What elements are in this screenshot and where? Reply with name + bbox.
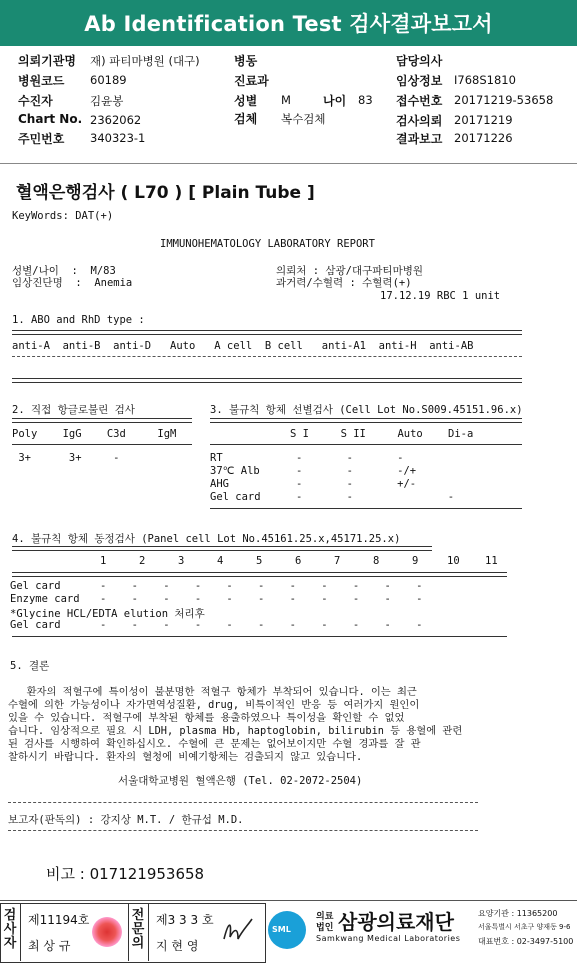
specialist-signature-icon	[218, 913, 258, 949]
dat-columns: Poly IgG C3d IgM	[12, 428, 177, 440]
panel-col: 10	[447, 555, 460, 567]
abo-columns: anti-A anti-B anti-D Auto A cell B cell anti-A1 anti-H anti-AB	[12, 340, 474, 352]
divider	[128, 903, 129, 961]
reporter-rule-top	[8, 802, 478, 803]
screen-row-values: - - +/-	[296, 478, 417, 490]
org-small1: 의료	[316, 912, 334, 922]
panel-heading: 4. 불규칙 항체 동정검사 (Panel cell Lot No.45161.25.x,45171.25.x)	[12, 533, 401, 545]
divider	[20, 903, 21, 961]
screen-row-label: 37℃ Alb	[210, 465, 260, 477]
panel-row-values: - - - - - - - - - - -	[100, 580, 423, 592]
panel-columns	[0, 555, 577, 569]
tester-label: 검 사 자	[3, 908, 17, 951]
panel-row-values: - - - - - - - - - - -	[100, 619, 423, 631]
footer	[0, 900, 577, 964]
reporter-rule-bottom	[8, 830, 478, 831]
divider	[148, 903, 149, 961]
logo-text: SML	[272, 925, 291, 934]
panel-row-label: Enzyme card	[10, 593, 80, 605]
header-divider	[0, 163, 577, 164]
panel-rule-top	[12, 546, 432, 551]
doctor-label: 담당의사	[396, 54, 443, 68]
screen-rule-mid	[210, 444, 522, 445]
panel-row-label: Gel card	[10, 619, 61, 631]
screen-row-values: - - -/+	[296, 465, 417, 477]
screen-columns: S I S II Auto Di-a	[290, 428, 474, 440]
org-english: Samkwang Medical Laboratories	[316, 934, 461, 943]
panel-col: 4	[217, 555, 224, 567]
age-value: 83	[358, 93, 373, 107]
tester-name: 최 상 규	[28, 939, 71, 953]
request-value: 20171219	[454, 113, 513, 127]
screen-row-label: AHG	[210, 478, 229, 490]
panel-col: 1	[100, 555, 107, 567]
specimen-value: 복수검체	[281, 112, 326, 126]
section-title: 혈액은행검사 ( L70 ) [ Plain Tube ]	[16, 183, 315, 203]
org-name: 삼광의료재단	[338, 910, 454, 934]
sex-label: 성별	[234, 94, 258, 108]
patient-name: 김윤봉	[90, 94, 124, 108]
panel-col: 5	[256, 555, 263, 567]
specialist-label: 전 문 의	[131, 908, 145, 951]
panel-rule-bottom	[12, 636, 507, 637]
conclusion-line: 찰하시기 바랍니다. 환자의 혈청에 비예기항체는 검출되지 않고 있습니다.	[8, 751, 363, 763]
abo-rule-bottom	[12, 378, 522, 383]
panel-col: 7	[334, 555, 341, 567]
panel-col: 6	[295, 555, 302, 567]
sex-age-line: 성별/나이 : M/83	[12, 265, 116, 277]
reporter: 보고자(판독의) : 강지상 M.T. / 한규섭 M.D.	[8, 814, 244, 826]
screen-rule-bottom	[210, 508, 522, 509]
rrn-value: 340323-1	[90, 131, 146, 145]
specialist-no: 제3 3 3 호	[156, 913, 214, 927]
conclusion-line: 된 검사를 시행하여 확인하십시오. 수혈에 큰 문제는 없어보이지만 수혈 경과를 잘 관	[8, 738, 421, 750]
chart-label: Chart No.	[18, 112, 83, 126]
keywords: KeyWords: DAT(+)	[12, 210, 114, 222]
org-small2: 법인	[316, 923, 334, 933]
lab-signature: 서울대학교병원 혈액은행 (Tel. 02-2072-2504)	[118, 775, 363, 787]
panel-row-label: *Glycine HCL/EDTA elution 처리후	[10, 608, 205, 620]
panel-col: 3	[178, 555, 185, 567]
screen-row-label: RT	[210, 452, 223, 464]
ward-label: 병동	[234, 54, 258, 68]
institution-value: 재) 파티마병원 (대구)	[90, 54, 200, 68]
specialist-name: 지 현 영	[156, 939, 199, 953]
receipt-value: 20171219-53658	[454, 93, 554, 107]
clinical-label: 임상정보	[396, 74, 443, 88]
remark: 비고 : 017121953658	[46, 865, 205, 883]
patient-label: 수진자	[18, 94, 53, 108]
panel-col: 9	[412, 555, 419, 567]
clinical-value: I768S1810	[454, 73, 516, 87]
transfusion-line: 17.12.19 RBC 1 unit	[380, 290, 501, 302]
diagnosis-line: 임상진단명 : Anemia	[12, 277, 133, 289]
receipt-label: 접수번호	[396, 94, 443, 108]
sex-value: M	[281, 93, 291, 107]
abo-rule-mid	[12, 356, 522, 357]
dat-heading: 2. 직접 항글로불린 검사	[12, 404, 135, 416]
screen-row-values: - - -	[296, 452, 404, 464]
conclusion-line: 수혈에 의한 가능성이나 자가면역성질환, drug, 비특이적인 반응 등 여러가지 원인이	[8, 699, 420, 711]
age-label: 나이	[323, 94, 347, 108]
abo-heading: 1. ABO and RhD type :	[12, 314, 145, 326]
chart-value: 2362062	[90, 113, 142, 127]
conclusion-line: 있을 수 있습니다. 적혈구에 부착된 항체를 용출하였으나 특이성을 확인할 수 없었	[8, 712, 405, 724]
panel-col: 8	[373, 555, 380, 567]
report-date-label: 결과보고	[396, 132, 443, 146]
contact-code: 요양기관 : 11365200	[478, 909, 558, 918]
request-label: 검사의뢰	[396, 114, 443, 128]
hospital-code-label: 병원코드	[18, 74, 65, 88]
conclusion-line: 습니다. 임상적으로 필요 시 LDH, plasma Hb, haptoglobin, bilirubin 등 용혈에 관련	[8, 725, 463, 737]
institution-label: 의뢰기관명	[18, 54, 76, 68]
dat-rule-top	[12, 418, 192, 423]
abo-rule-top	[12, 330, 522, 335]
tester-no: 제11194호	[28, 913, 90, 927]
conclusion-heading: 5. 결론	[10, 660, 50, 672]
hospital-code-value: 60189	[90, 73, 127, 87]
requester-line: 의뢰처 : 삼광/대구파티마병원	[276, 265, 424, 277]
conclusion-line: 환자의 적혈구에 특이성이 불분명한 적혈구 항체가 부착되어 있습니다. 이는 최근	[8, 686, 417, 698]
lab-report-title: IMMUNOHEMATOLOGY LABORATORY REPORT	[160, 238, 375, 250]
specimen-label: 검체	[234, 112, 258, 126]
history-line: 과거력/수혈력 : 수혈력(+)	[276, 277, 412, 289]
panel-row-label: Gel card	[10, 580, 61, 592]
report-date-value: 20171226	[454, 131, 513, 145]
panel-rule-mid	[12, 572, 507, 577]
panel-col: 11	[485, 555, 498, 567]
contact-phone: 대표번호 : 02-3497-5100	[478, 937, 574, 946]
screen-heading: 3. 불규칙 항체 선별검사 (Cell Lot No.S009.45151.96.x)	[210, 404, 523, 416]
dat-values: 3+ 3+ -	[12, 452, 120, 464]
screen-row-values: - - -	[296, 491, 455, 503]
report-title: Ab Identification Test 검사결과보고서	[0, 0, 577, 46]
rrn-label: 주민번호	[18, 132, 65, 146]
panel-col: 2	[139, 555, 146, 567]
dept-label: 진료과	[234, 74, 269, 88]
contact-address: 서울특별시 서초구 양재동 9-6	[478, 923, 571, 931]
screen-rule-top	[210, 418, 522, 423]
tester-stamp-icon	[92, 917, 122, 947]
screen-row-label: Gel card	[210, 491, 261, 503]
dat-rule-mid	[12, 444, 192, 445]
panel-row-values: - - - - - - - - - - -	[100, 593, 423, 605]
